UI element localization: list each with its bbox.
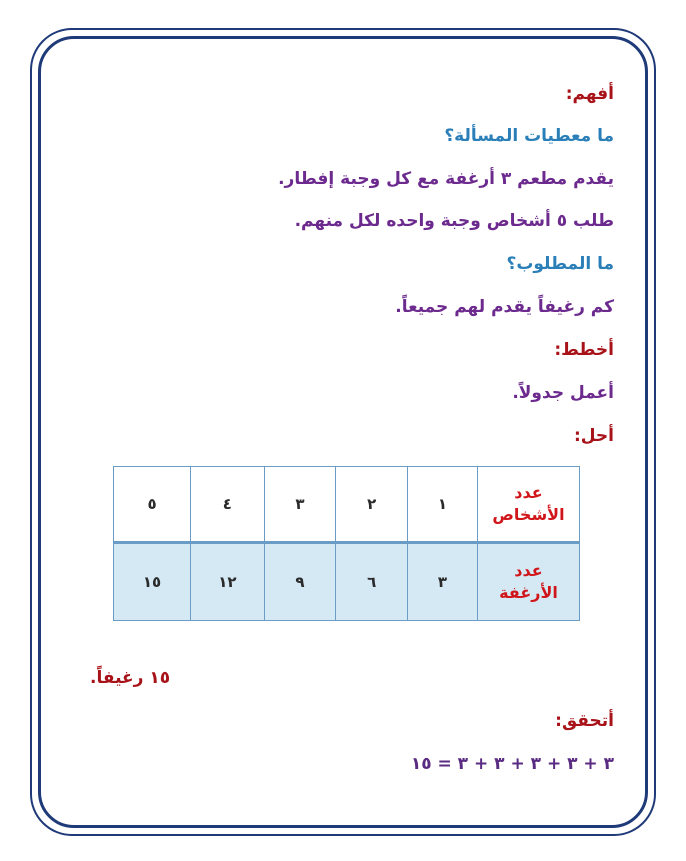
table-cell: ١٥ xyxy=(114,543,191,621)
table-row-loaves xyxy=(114,543,580,621)
verify-equation: ٣ + ٣ + ٣ + ٣ + ٣ = ١٥ xyxy=(410,754,614,774)
table-cell: ٤ xyxy=(191,467,264,543)
table-cell: ١ xyxy=(408,467,478,543)
understand-heading: أفهم: xyxy=(565,84,614,104)
required-line: كم رغيفاً يقدم لهم جميعاً. xyxy=(395,297,614,317)
table-cell: ٩ xyxy=(264,543,336,621)
table-cell: ٣ xyxy=(264,467,336,543)
answer-line: ١٥ رغيفاً. xyxy=(90,668,171,688)
header-loaves-word-2: الأرغفة xyxy=(499,583,558,602)
table-row-persons xyxy=(114,467,580,543)
required-question: ما المطلوب؟ xyxy=(506,254,614,274)
given-line-2: طلب ٥ أشخاص وجبة واحده لكل منهم. xyxy=(294,211,614,231)
header-persons-word-1: عدد xyxy=(514,483,543,502)
table-cell: ١٢ xyxy=(191,543,264,621)
table-cell: ٣ xyxy=(408,543,478,621)
page-frame-inner xyxy=(38,36,648,828)
solve-heading: أحل: xyxy=(573,426,614,446)
given-question: ما معطيات المسألة؟ xyxy=(444,126,614,146)
header-loaves-word-1: عدد xyxy=(514,561,543,580)
table-cell: ٥ xyxy=(114,467,191,543)
table-cell: ٢ xyxy=(336,467,408,543)
table-header-persons xyxy=(477,467,579,543)
plan-line: أعمل جدولاً. xyxy=(512,383,614,403)
persons-loaves-table xyxy=(113,466,580,621)
verify-heading: أتحقق: xyxy=(555,711,614,731)
given-line-1: يقدم مطعم ٣ أرغفة مع كل وجبة إفطار. xyxy=(278,169,614,189)
plan-heading: أخطط: xyxy=(554,340,614,360)
header-persons-word-2: الأشخاص xyxy=(492,505,565,524)
table-header-loaves xyxy=(477,543,579,621)
table-cell: ٦ xyxy=(336,543,408,621)
